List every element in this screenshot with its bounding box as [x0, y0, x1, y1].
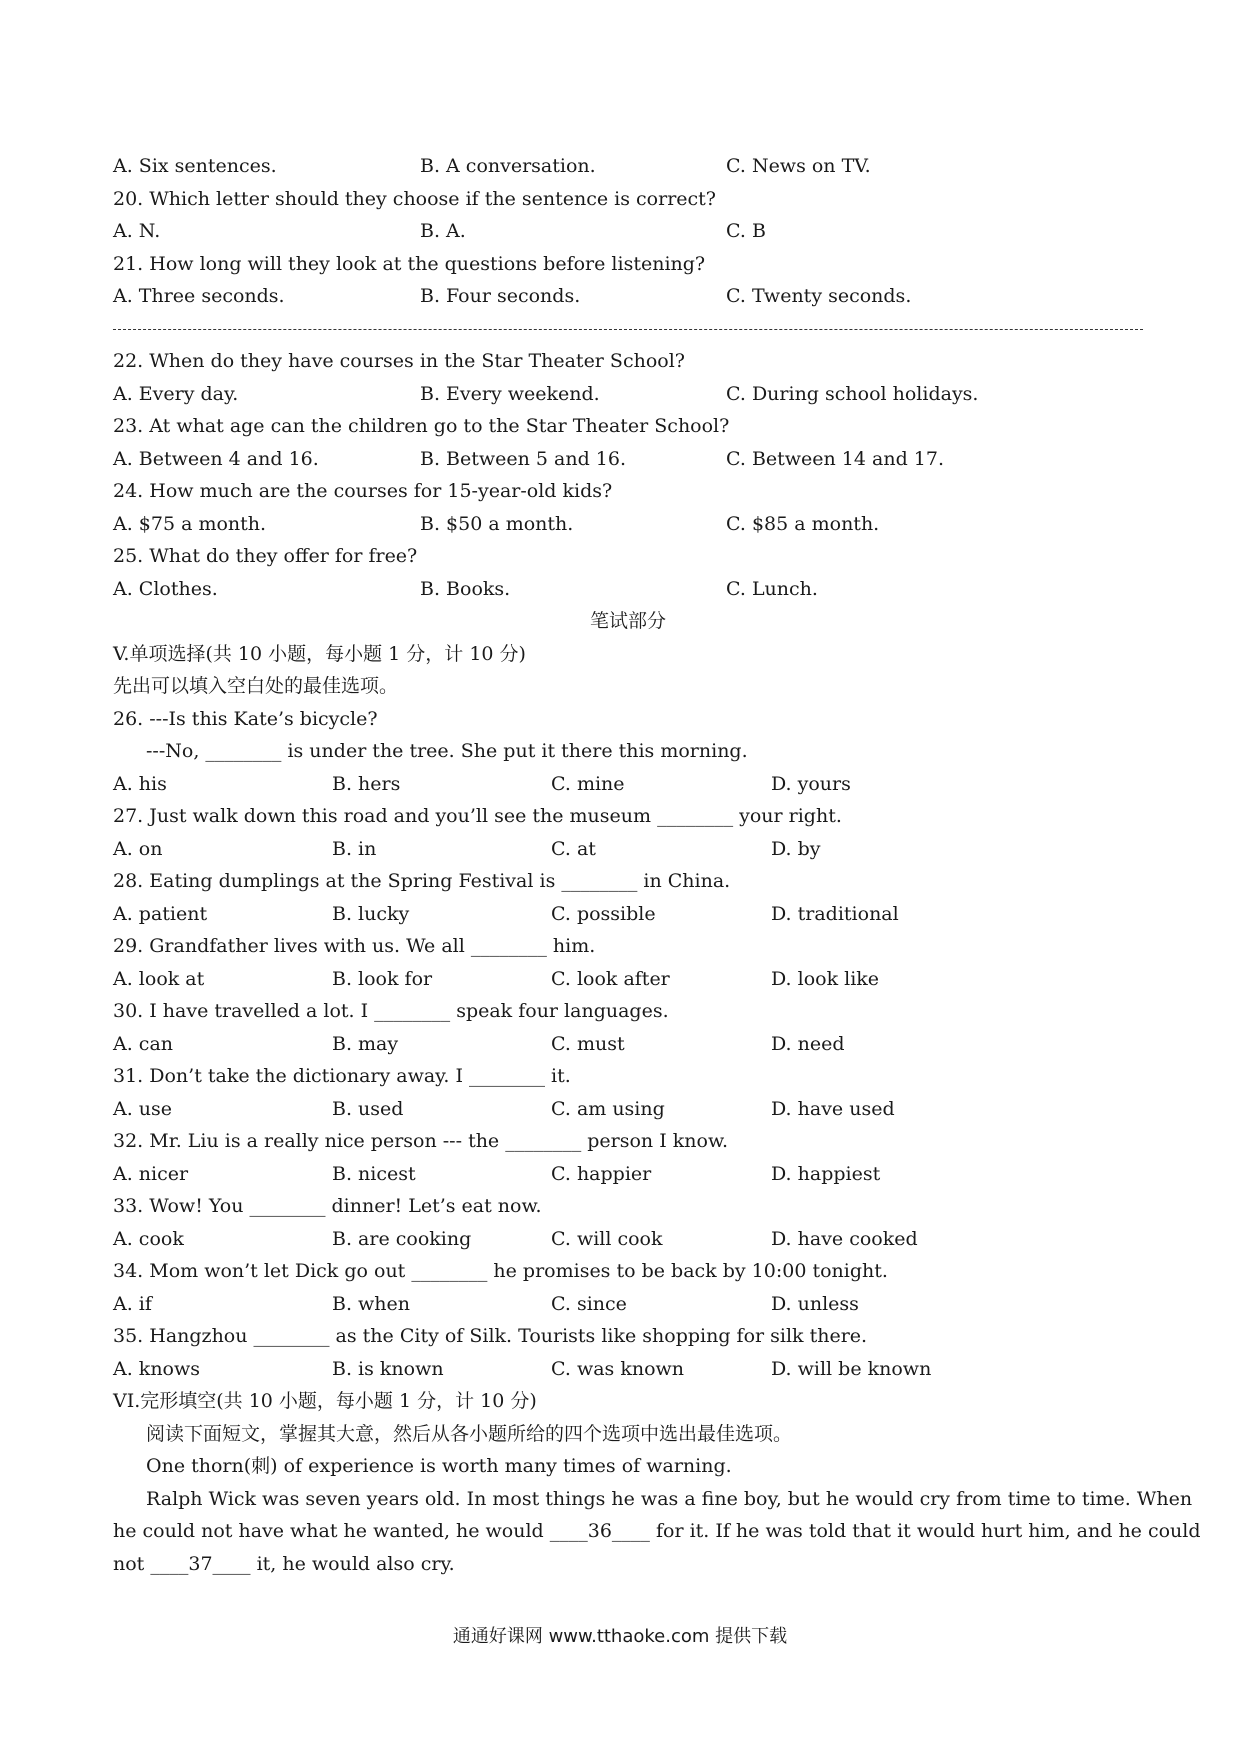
option-d: D. will be known [771, 1357, 932, 1380]
option-b: B. Between 5 and 16. [420, 447, 627, 470]
option-a: A. $75 a month. [113, 512, 267, 535]
option-b: B. when [332, 1292, 411, 1315]
q23-options [113, 443, 1143, 476]
option-c: C. During school holidays. [726, 382, 979, 405]
option-b: B. hers [332, 772, 401, 795]
option-d: D. have used [771, 1097, 895, 1120]
section-6-title: VI.完形填空(共 10 小题，每小题 1 分，计 10 分) [113, 1390, 537, 1412]
multiple-choice-questions [113, 800, 1143, 1385]
question-33: 33. Wow! You ________ dinner! Let’s eat now. [113, 1195, 542, 1217]
question-23: 23. At what age can the children go to the Star Theater School? [113, 415, 730, 437]
question-29: 29. Grandfather lives with us. We all ________ him. [113, 935, 596, 957]
option-d: D. unless [771, 1292, 859, 1315]
option-a: A. Clothes. [113, 577, 218, 600]
option-d: D. happiest [771, 1162, 881, 1185]
option-a: A. Every day. [113, 382, 239, 405]
option-b: B. lucky [332, 902, 410, 925]
option-a: A. Three seconds. [113, 285, 285, 307]
option-a: A. N. [113, 220, 161, 242]
option-b: B. are cooking [332, 1227, 472, 1250]
question-31: 31. Don’t take the dictionary away. I ________ it. [113, 1065, 571, 1087]
passage-line: he could not have what he wanted, he would ____36____ for it. If he was told that it would hurt him, and he could [113, 1520, 1201, 1542]
option-d: D. traditional [771, 902, 899, 925]
option-c: C. News on TV. [726, 155, 871, 177]
q32-options [113, 1158, 1143, 1191]
option-d: D. yours [771, 772, 851, 795]
option-a: A. nicer [113, 1162, 189, 1185]
q29-options [113, 963, 1143, 996]
q35-options [113, 1353, 1143, 1386]
option-c: C. Lunch. [726, 577, 818, 600]
question-30: 30. I have travelled a lot. I ________ speak four languages. [113, 1000, 669, 1022]
option-a: A. his [113, 772, 167, 795]
section-6-instruction: 阅读下面短文，掌握其大意，然后从各小题所给的四个选项中选出最佳选项。 [146, 1422, 793, 1445]
question-24: 24. How much are the courses for 15-year-old kids? [113, 480, 613, 502]
option-b: B. Every weekend. [420, 382, 600, 405]
question-28: 28. Eating dumplings at the Spring Festival is ________ in China. [113, 870, 731, 892]
option-c: C. at [551, 837, 596, 860]
option-a: A. on [113, 837, 163, 860]
option-a: A. can [113, 1032, 174, 1055]
q22-options [113, 378, 1143, 411]
option-d: D. have cooked [771, 1227, 918, 1250]
q25-options [113, 573, 1143, 606]
question-21: 21. How long will they look at the questions before listening? [113, 252, 706, 275]
option-c: C. will cook [551, 1227, 663, 1250]
section-5-instruction: 先出可以填入空白处的最佳选项。 [113, 675, 399, 697]
q31-options [113, 1093, 1143, 1126]
option-c: C. must [551, 1032, 625, 1055]
q20-options [113, 215, 1143, 248]
option-b: B. used [332, 1097, 404, 1120]
q27-options [113, 833, 1143, 866]
q33-options [113, 1223, 1143, 1256]
option-b: B. Books. [420, 577, 511, 600]
option-b: B. A conversation. [420, 155, 596, 177]
option-c: C. B [726, 220, 766, 242]
option-a: A. Between 4 and 16. [113, 447, 319, 470]
q19-options [113, 150, 1143, 183]
option-c: C. possible [551, 902, 656, 925]
option-c: C. look after [551, 967, 670, 990]
question-34: 34. Mom won’t let Dick go out ________ he promises to be back by 10:00 tonight. [113, 1260, 888, 1282]
exam-page [113, 150, 1201, 1580]
option-c: C. am using [551, 1097, 665, 1120]
option-d: D. look like [771, 967, 880, 990]
q34-options [113, 1288, 1143, 1321]
question-26: 26. ---Is this Kate’s bicycle? [113, 707, 378, 730]
option-b: B. nicest [332, 1162, 416, 1185]
question-32: 32. Mr. Liu is a really nice person --- the ________ person I know. [113, 1130, 728, 1152]
option-a: A. look at [113, 967, 205, 990]
option-b: B. in [332, 837, 377, 860]
option-b: B. may [332, 1032, 399, 1055]
option-a: A. use [113, 1097, 173, 1120]
passage-title: One thorn(刺) of experience is worth many times of warning. [146, 1455, 732, 1477]
option-a: A. if [113, 1292, 152, 1315]
passage-line: not ____37____ it, he would also cry. [113, 1552, 455, 1575]
passage-line: Ralph Wick was seven years old. In most things he was a fine boy, but he would cry from time to time. When [146, 1487, 1193, 1510]
option-b: B. is known [332, 1357, 444, 1380]
q30-options [113, 1028, 1143, 1061]
question-35: 35. Hangzhou ________ as the City of Silk. Tourists like shopping for silk there. [113, 1325, 868, 1347]
q21-options [113, 280, 1143, 313]
written-section-heading: 笔试部分 [589, 610, 666, 632]
option-b: B. $50 a month. [420, 512, 574, 535]
q28-options [113, 898, 1143, 931]
question-27: 27. Just walk down this road and you’ll see the museum ________ your right. [113, 805, 842, 827]
option-c: C. Between 14 and 17. [726, 447, 945, 470]
question-22: 22. When do they have courses in the Star Theater School? [113, 350, 685, 372]
option-d: D. need [771, 1032, 845, 1055]
option-b: B. A. [420, 220, 466, 242]
option-c: C. since [551, 1292, 627, 1315]
option-a: A. Six sentences. [113, 155, 277, 177]
option-d: D. by [771, 837, 821, 860]
question-25: 25. What do they offer for free? [113, 545, 418, 567]
footer-source: 通通好课网 www.tthaoke.com 提供下载 [452, 1626, 788, 1647]
option-c: C. $85 a month. [726, 512, 880, 535]
option-a: A. patient [113, 902, 208, 925]
option-c: C. was known [551, 1357, 685, 1380]
option-c: C. mine [551, 772, 625, 795]
q26-options [113, 768, 1143, 801]
q24-options [113, 508, 1143, 541]
option-a: A. cook [113, 1227, 184, 1250]
dashed-divider [113, 313, 1143, 346]
option-b: B. Four seconds. [420, 285, 581, 307]
question-20: 20. Which letter should they choose if the sentence is correct? [113, 187, 716, 210]
option-c: C. happier [551, 1162, 652, 1185]
option-c: C. Twenty seconds. [726, 285, 912, 307]
option-a: A. knows [113, 1357, 201, 1380]
question-26-reply: ---No, ________ is under the tree. She put it there this morning. [146, 740, 748, 762]
option-b: B. look for [332, 967, 433, 990]
section-5-title: V.单项选择(共 10 小题，每小题 1 分，计 10 分) [113, 642, 526, 665]
